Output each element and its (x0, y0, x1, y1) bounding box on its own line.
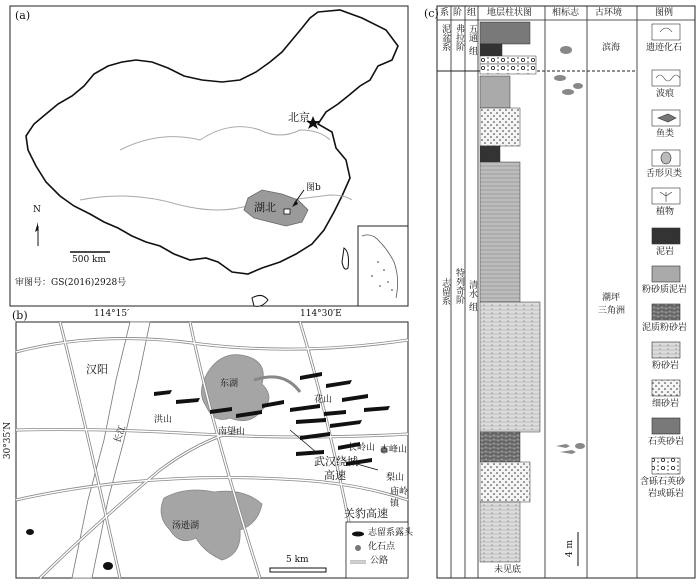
legend-road-label: 公路 (370, 556, 389, 566)
outcrop-legend-icon (352, 532, 364, 537)
devonian-system: 泥盆系 (440, 24, 450, 51)
header-column: 地层柱状图 (487, 8, 533, 18)
miaoling-zhen-label: 镇 (390, 499, 400, 509)
silurian-env2: 三角洲 (598, 306, 626, 316)
legend-c-3: 舌形贝类 (646, 169, 683, 179)
changlingshan-label: 长岭山 (348, 443, 376, 453)
guanbao-label: 关豹高速 (344, 507, 388, 520)
silurian-formation1: 清水 (467, 280, 477, 298)
header-formation: 组 (467, 8, 477, 18)
header-stage: 阶 (453, 8, 463, 18)
silurian-env1: 潮坪 (602, 293, 621, 303)
legend-outcrop-label: 志留系露头 (368, 528, 414, 538)
lon1-label: 114°15′ (94, 309, 130, 319)
north-label: N (33, 205, 41, 215)
gufengshan-label: 古峰山 (380, 445, 408, 455)
devonian-formation1: 五通 (467, 24, 477, 42)
nanwangshan-label: 南望山 (218, 427, 246, 437)
tangxunhu-label: 汤逊湖 (172, 521, 200, 531)
silurian-formation2: 组 (467, 302, 477, 311)
wuhan-ring-label: 武汉绕城 (314, 455, 358, 468)
hongshan-label: 洪山 (154, 415, 173, 425)
header-legend: 图例 (655, 8, 674, 18)
study-area-box (284, 209, 290, 214)
donghu-label: 东湖 (220, 379, 239, 389)
panel-c-label: (c) (424, 7, 439, 20)
huashan-label: 花山 (314, 395, 333, 405)
legend-c-9: 细砂岩 (652, 399, 680, 409)
legend-c-1: 波痕 (656, 89, 675, 99)
lon2-label: 114°30′E (300, 309, 342, 319)
scale-label-c: 4 m (565, 539, 576, 558)
gaosu-label: 高速 (324, 469, 346, 482)
scale-label-a: 500 km (72, 255, 107, 265)
panel-a-label: (a) (15, 9, 31, 22)
changjiang-label: 长江 (112, 424, 129, 445)
silurian-system: 志留系 (440, 278, 450, 305)
legend-c-5: 泥岩 (656, 247, 675, 257)
legend-c-4: 植物 (656, 207, 675, 217)
south-china-sea-inset (358, 226, 408, 306)
legend-fossil-label: 化石点 (368, 542, 396, 552)
fig-b-label: 图b (306, 183, 321, 193)
devonian-stage: 弗拉阶 (454, 24, 464, 51)
scale-bar-b (270, 568, 326, 572)
panel-b-label: (b) (12, 309, 28, 322)
miaoling-label: 庙岭 (390, 487, 409, 497)
legend-c-8: 粉砂岩 (652, 361, 680, 371)
legend-c-2: 鱼类 (656, 129, 675, 139)
legend-c-0: 遗迹化石 (646, 43, 683, 53)
base-label: 未见底 (494, 565, 522, 575)
devonian-env: 滨海 (602, 43, 621, 53)
approval-label: 审图号：GS(2016)2928号 (15, 278, 127, 288)
devonian-formation2: 组 (467, 46, 477, 55)
lishan-label: 梨山 (386, 473, 405, 483)
lat-label: 30°35′N (3, 421, 14, 460)
header-env: 古环境 (595, 8, 623, 18)
legend-c-11: 含砾石英砂 (640, 477, 686, 487)
silurian-stage: 特列奇阶 (454, 268, 464, 304)
fossil-legend-icon (355, 545, 361, 551)
panel-a-map (10, 6, 408, 306)
beijing-label: 北京 (288, 111, 310, 124)
hanyang-label: 汉阳 (86, 363, 108, 376)
legend-c-7: 泥质粉砂岩 (642, 323, 688, 333)
legend-c-12: 岩或砾岩 (648, 489, 685, 499)
header-facies: 相标志 (552, 8, 580, 18)
legend-c-6: 粉砂质泥岩 (642, 285, 688, 295)
hubei-label: 湖北 (254, 201, 276, 214)
legend-c-10: 石英砂岩 (648, 437, 685, 447)
scale-label-b: 5 km (286, 555, 309, 565)
header-system: 系 (440, 8, 450, 18)
